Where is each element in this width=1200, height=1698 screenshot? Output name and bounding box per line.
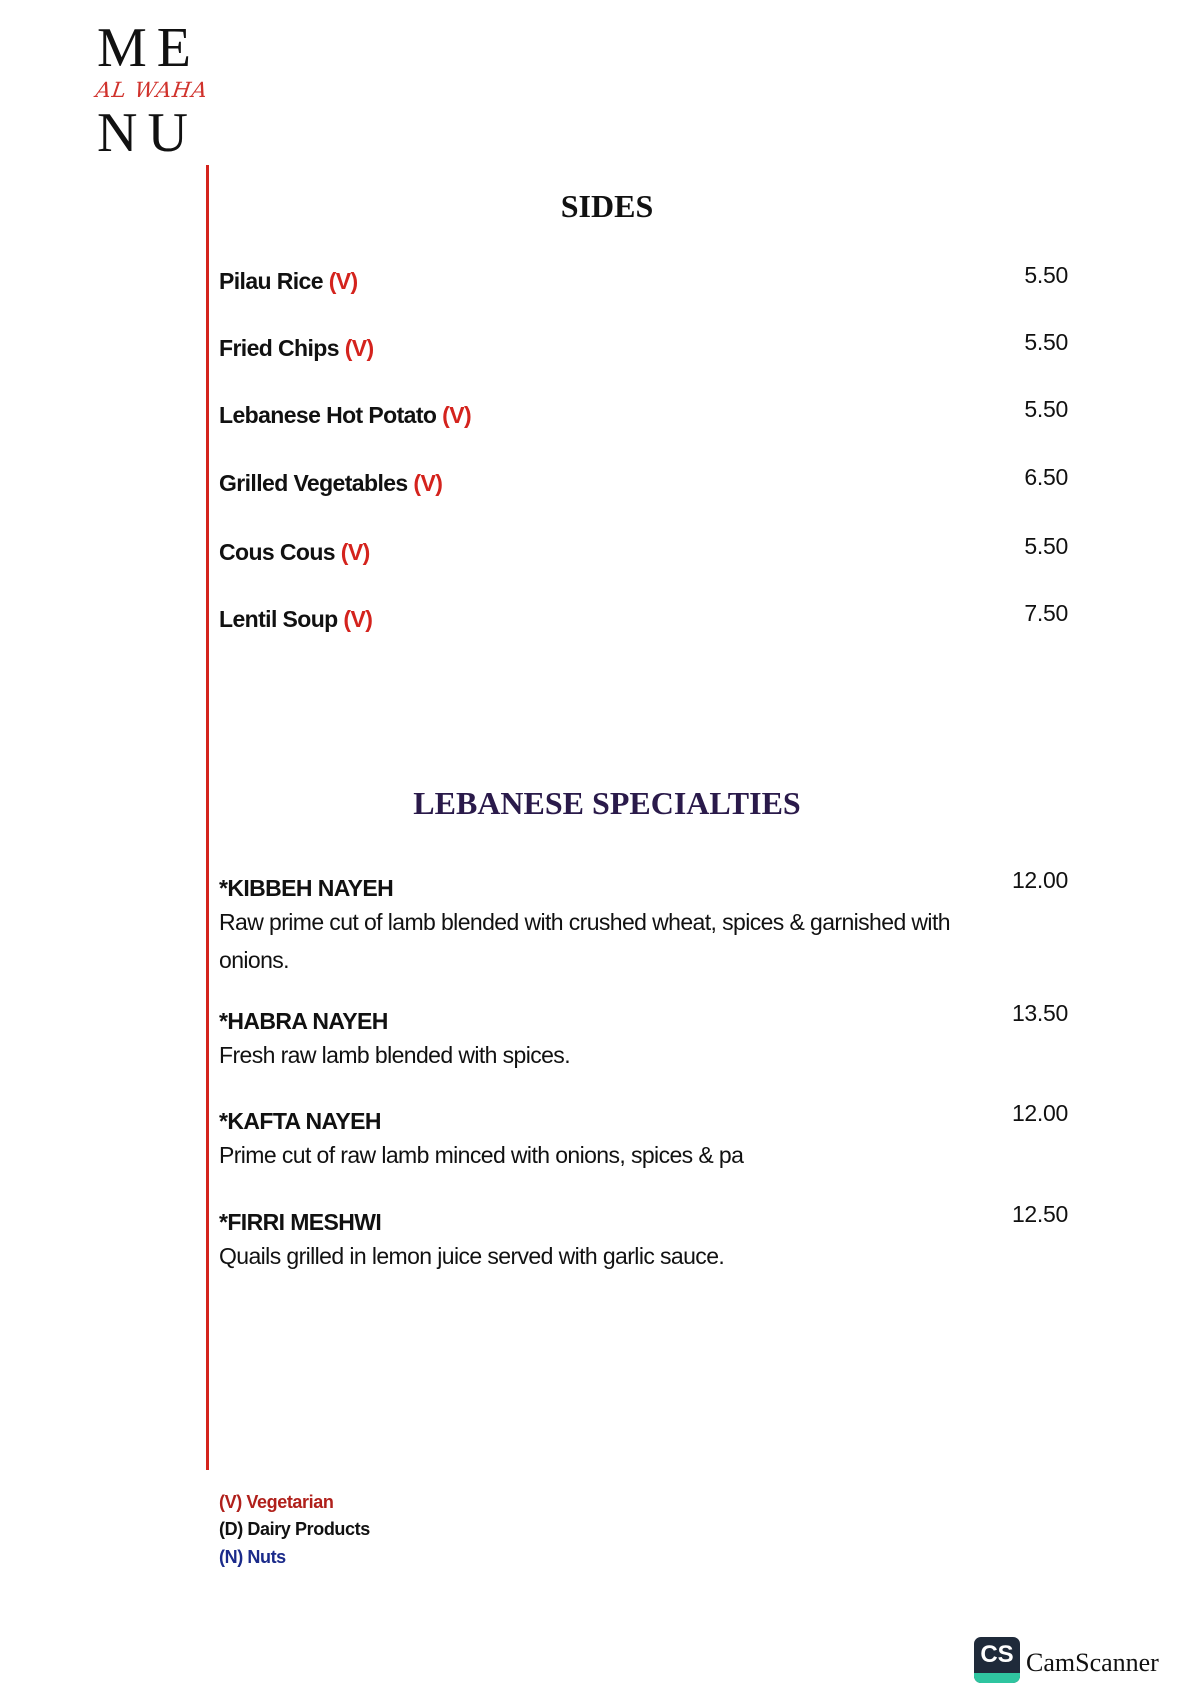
specialty-description: Prime cut of raw lamb minced with onions, spices & pa <box>219 1142 744 1168</box>
vegetarian-tag: (V) <box>413 470 443 496</box>
item-name: Lebanese Hot Potato <box>219 402 437 428</box>
item-price: 5.50 <box>1024 329 1068 355</box>
specialty-name: *KAFTA NAYEH <box>219 1108 381 1134</box>
camscanner-watermark: CamScanner <box>1026 1648 1159 1677</box>
logo-al-waha: AL WAHA <box>94 78 210 102</box>
specialty-name: *FIRRI MESHWI <box>219 1209 382 1235</box>
legend-vegetarian: (V) Vegetarian <box>219 1492 334 1512</box>
camscanner-logo-icon: CS <box>974 1637 1020 1683</box>
side-item <box>219 470 442 497</box>
vegetarian-tag: (V) <box>328 268 358 294</box>
side-item <box>219 606 372 633</box>
vegetarian-tag: (V) <box>343 606 373 632</box>
specialty-price: 13.50 <box>1011 1000 1068 1026</box>
vegetarian-tag: (V) <box>344 335 374 361</box>
side-item <box>219 335 374 362</box>
item-price: 5.50 <box>1024 396 1068 422</box>
specialties-heading: LEBANESE SPECIALTIES <box>413 785 801 821</box>
specialty-description: Raw prime cut of lamb blended with crushed wheat, spices & garnished with onions. <box>219 909 950 973</box>
logo-me: ME <box>97 17 201 79</box>
item-name: Lentil Soup <box>219 606 338 632</box>
sides-heading: SIDES <box>560 188 654 224</box>
legend-dairy: (D) Dairy Products <box>219 1519 370 1539</box>
item-price: 5.50 <box>1024 533 1068 559</box>
item-price: 5.50 <box>1024 262 1068 288</box>
specialty-description: Fresh raw lamb blended with spices. <box>219 1042 570 1068</box>
side-item <box>219 402 471 429</box>
specialty-price: 12.00 <box>1011 1100 1068 1126</box>
item-price: 7.50 <box>1024 600 1068 626</box>
specialty-name: *HABRA NAYEH <box>219 1008 388 1034</box>
item-name: Pilau Rice <box>219 268 323 294</box>
vegetarian-tag: (V) <box>340 539 370 565</box>
logo-nu: NU <box>97 102 198 164</box>
specialty-name: *KIBBEH NAYEH <box>219 875 394 901</box>
specialty-price: 12.00 <box>1011 867 1068 893</box>
item-name: Fried Chips <box>219 335 339 361</box>
side-item <box>219 539 370 566</box>
item-name: Cous Cous <box>219 539 335 565</box>
side-item <box>219 268 358 295</box>
item-price: 6.50 <box>1024 464 1068 490</box>
specialty-description: Quails grilled in lemon juice served with garlic sauce. <box>219 1243 725 1269</box>
item-name: Grilled Vegetables <box>219 470 408 496</box>
vegetarian-tag: (V) <box>442 402 472 428</box>
specialty-price: 12.50 <box>1011 1201 1068 1227</box>
legend-nuts: (N) Nuts <box>219 1547 286 1567</box>
